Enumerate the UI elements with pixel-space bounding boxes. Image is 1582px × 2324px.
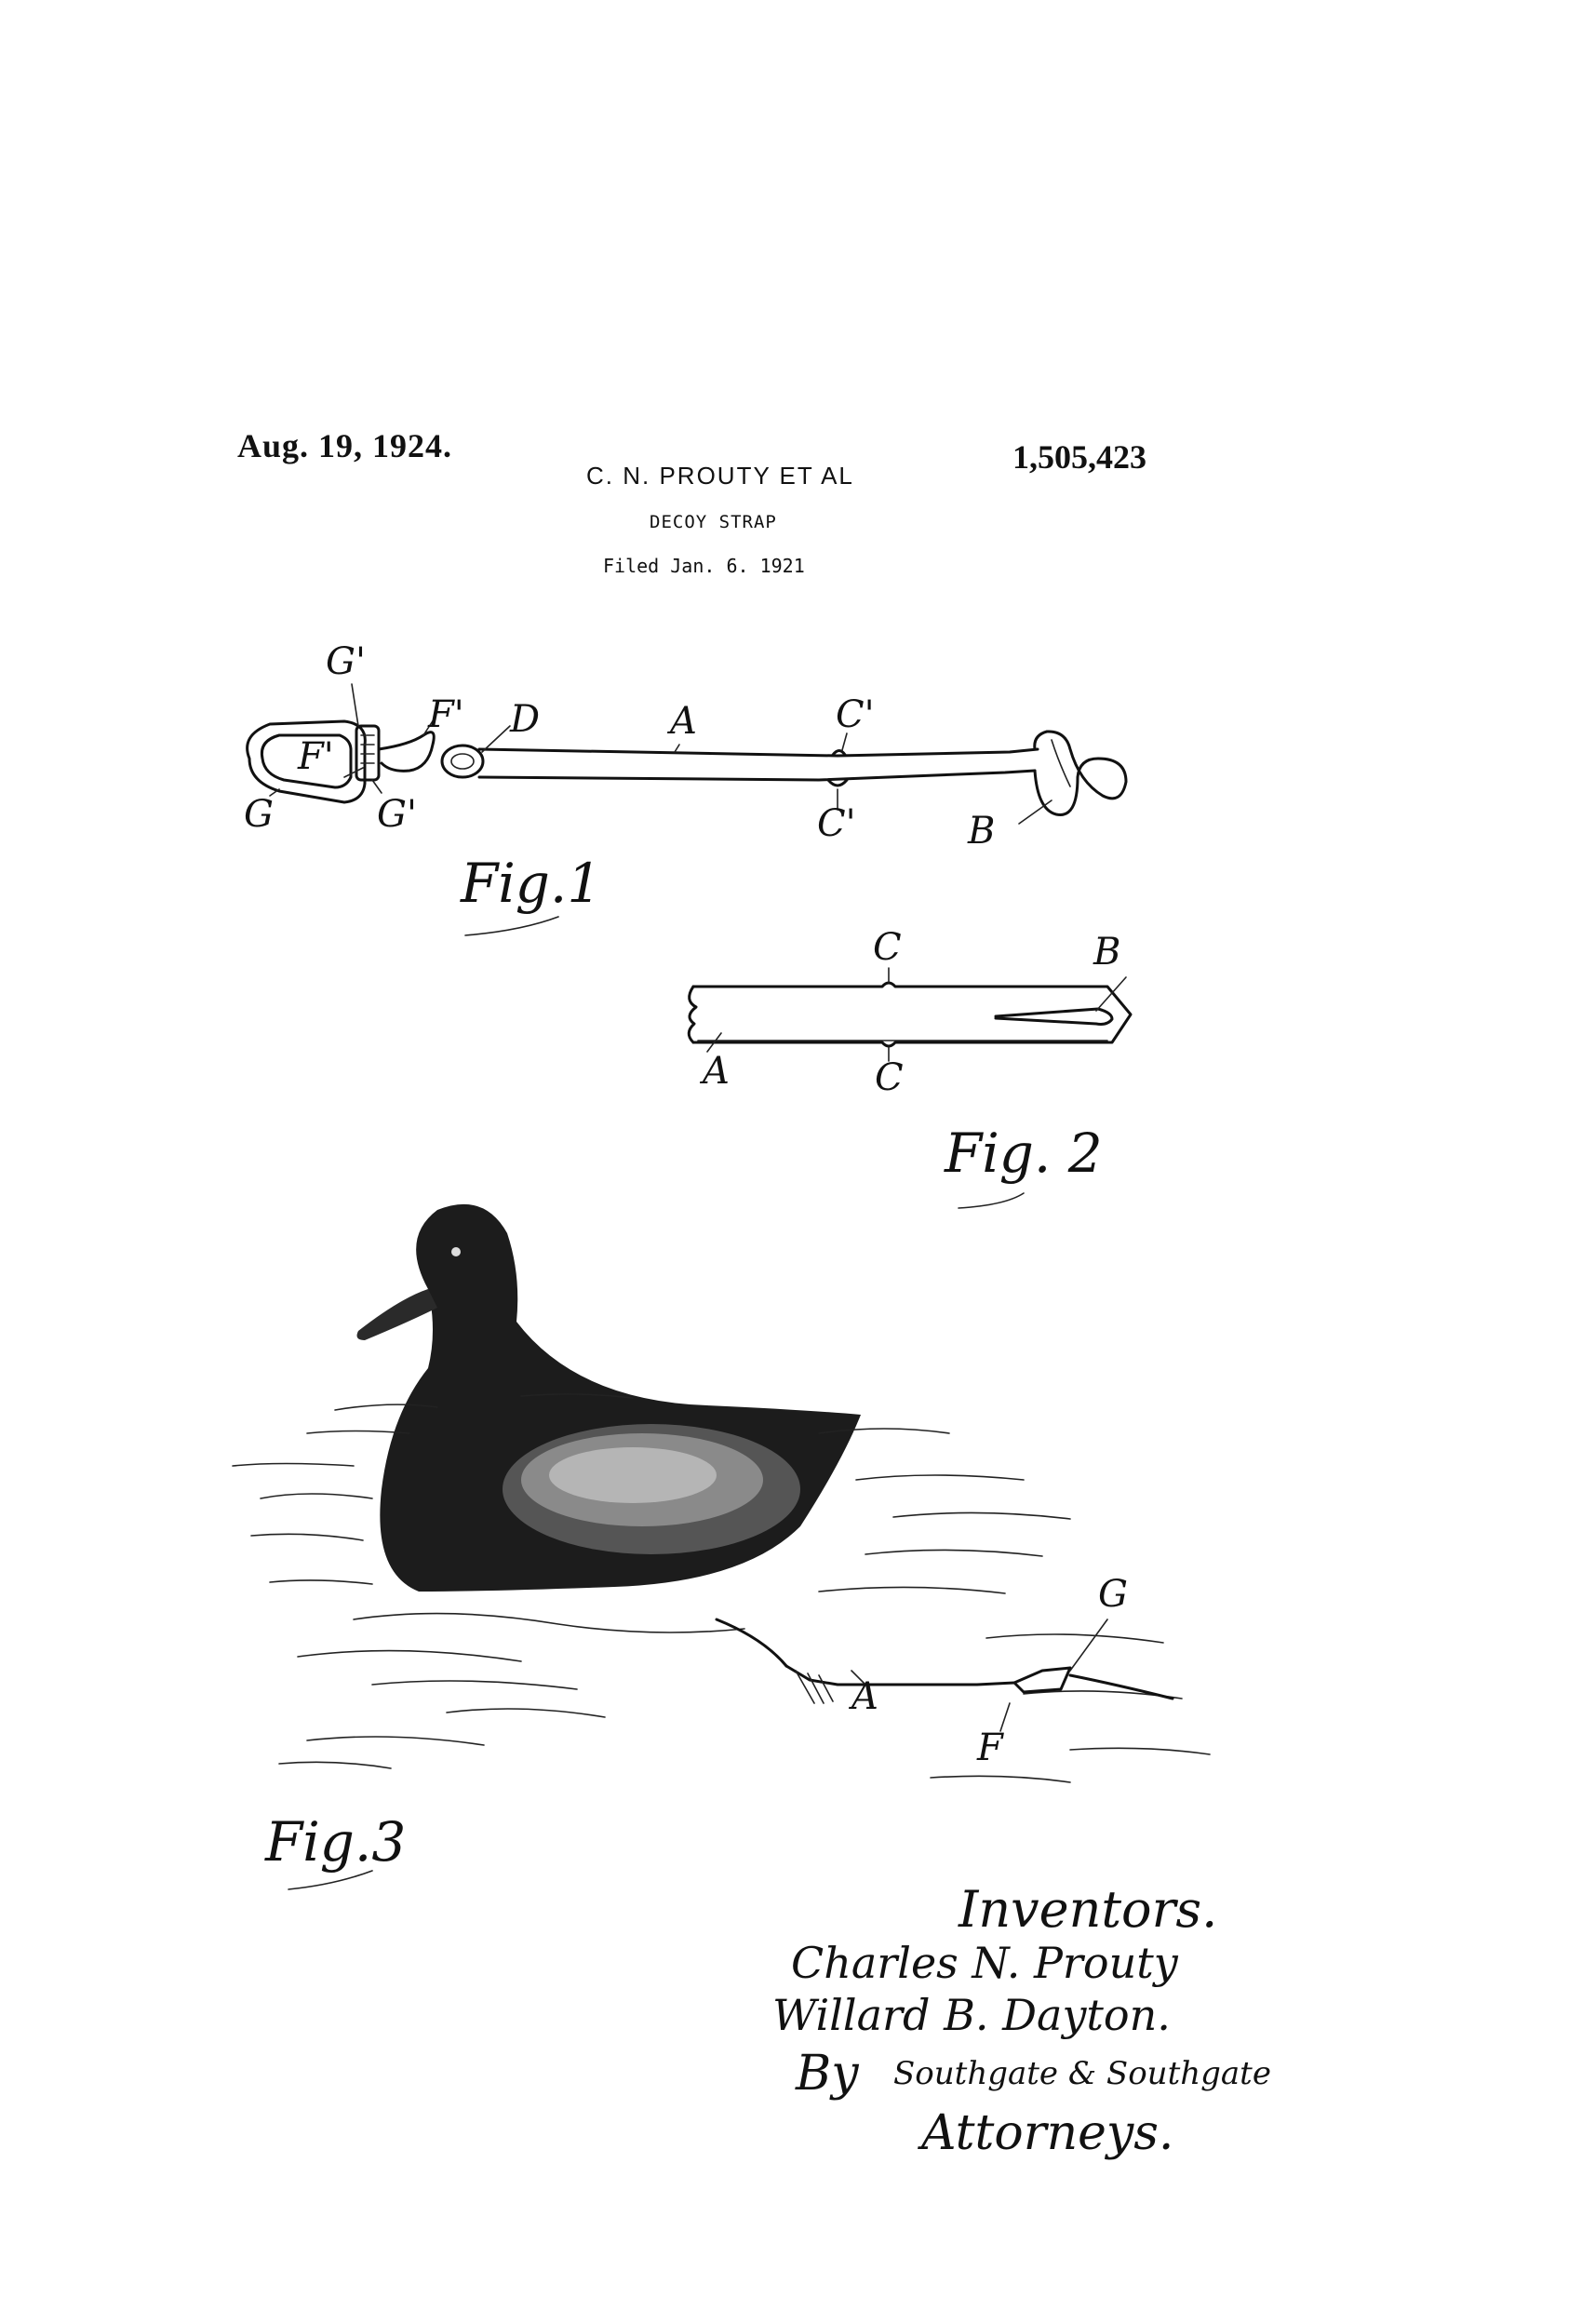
- patent-title: DECOY STRAP: [650, 512, 777, 532]
- fig2-label: Fig. 2: [945, 1122, 1103, 1185]
- inventor-2-signature: Willard B. Dayton.: [772, 1990, 1171, 2040]
- fig2-ref-b: B: [1093, 931, 1121, 974]
- fig2-ref-c-top: C: [873, 926, 902, 969]
- fig3-label: Fig.3: [265, 1810, 407, 1874]
- patent-number: 1,505,423: [1012, 438, 1146, 476]
- fig3-duck-illustration: [233, 1204, 1210, 1889]
- fig1-ref-f-prime-top: F': [428, 693, 464, 736]
- fig3-ref-g: G: [1098, 1573, 1128, 1616]
- fig1-label: Fig.1: [461, 852, 602, 915]
- fig1-ref-g: G: [244, 793, 274, 836]
- by-label: By: [796, 2046, 859, 2102]
- fig3-ref-f: F: [977, 1726, 1003, 1769]
- attorney-signature: Southgate & Southgate: [893, 2055, 1271, 2092]
- fig3-ref-a: A: [851, 1675, 878, 1718]
- fig1-ref-c-prime-top: C': [836, 693, 875, 736]
- fig2-ref-c-bottom: C: [875, 1056, 904, 1099]
- fig1-ref-f-prime-inner: F': [298, 735, 334, 778]
- inventors-header: C. N. PROUTY ET AL: [586, 462, 854, 490]
- attorneys-label: Attorneys.: [921, 2105, 1174, 2161]
- fig1-ref-g-prime-bottom: G': [377, 793, 417, 836]
- inventor-1-signature: Charles N. Prouty: [791, 1938, 1178, 1988]
- fig1-ref-c-prime-bottom: C': [817, 802, 856, 845]
- fig1-ref-g-prime-top: G': [326, 640, 366, 683]
- fig1-ref-b: B: [968, 810, 996, 853]
- filed-date: Filed Jan. 6. 1921: [603, 555, 805, 577]
- fig1-ref-d: D: [510, 698, 541, 741]
- fig1-ref-a: A: [670, 700, 697, 743]
- patent-date: Aug. 19, 1924.: [237, 427, 453, 464]
- fig2-ref-a: A: [703, 1050, 730, 1093]
- inventors-heading: Inventors.: [959, 1880, 1218, 1939]
